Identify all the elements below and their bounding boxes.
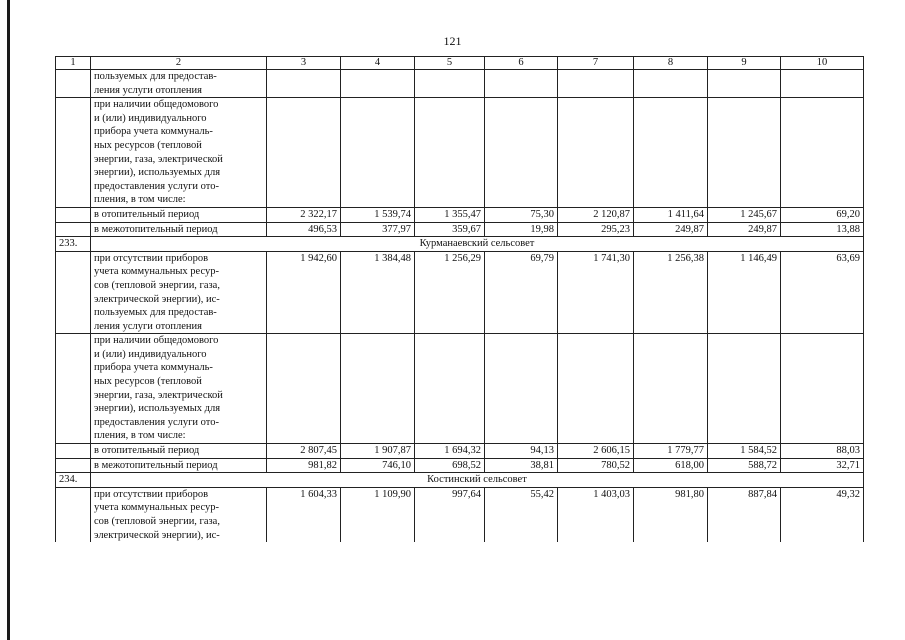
value-cell	[708, 98, 781, 208]
value-cell	[634, 334, 708, 444]
section-title: Курманаевский сельсовет	[91, 237, 864, 252]
text-line: сов (тепловой энергии, газа,	[94, 516, 220, 527]
text-line: энергии, газа, электрической	[94, 389, 223, 401]
value-cell: 249,87	[708, 222, 781, 237]
value-cell: 1 411,64	[634, 207, 708, 222]
value-cell: 1 384,48	[341, 251, 415, 334]
left-margin-rule	[7, 0, 10, 640]
value-cell: 295,23	[558, 222, 634, 237]
value-cell: 2 322,17	[267, 207, 341, 222]
row-label: в межотопительный период	[91, 222, 267, 237]
text-line: предоставления услуги ото-	[94, 416, 219, 428]
value-cell	[267, 334, 341, 444]
value-cell	[415, 70, 485, 98]
value-cell: 1 256,29	[415, 251, 485, 334]
value-cell: 38,81	[485, 458, 558, 473]
column-header: 1	[56, 57, 91, 70]
text-line: пользуемых для предостав-	[94, 307, 217, 319]
row-number	[56, 444, 91, 459]
value-cell: 249,87	[634, 222, 708, 237]
value-cell: 69,20	[781, 207, 864, 222]
value-cell: 1 403,03	[558, 487, 634, 542]
text-line: прибора учета коммуналь-	[94, 126, 213, 138]
value-cell: 1 604,33	[267, 487, 341, 542]
value-cell	[267, 98, 341, 208]
value-cell: 981,80	[634, 487, 708, 542]
value-cell: 698,52	[415, 458, 485, 473]
value-cell	[485, 334, 558, 444]
value-cell	[781, 70, 864, 98]
value-cell: 49,32	[781, 487, 864, 542]
value-cell	[341, 70, 415, 98]
column-header: 6	[485, 57, 558, 70]
value-cell	[781, 98, 864, 208]
table-row	[56, 251, 864, 334]
column-header: 4	[341, 57, 415, 70]
text-line: ных ресурсов (тепловой	[94, 376, 202, 388]
value-cell: 19,98	[485, 222, 558, 237]
value-cell: 997,64	[415, 487, 485, 542]
text-line: учета коммунальных ресур-	[94, 502, 219, 514]
value-cell: 69,79	[485, 251, 558, 334]
row-number	[56, 458, 91, 473]
text-line: пления, в том числе:	[94, 430, 186, 442]
row-number	[56, 207, 91, 222]
section-title: Костинский сельсовет	[91, 473, 864, 488]
page-number: 121	[443, 34, 462, 48]
row-description	[91, 334, 267, 444]
value-cell: 1 256,38	[634, 251, 708, 334]
value-cell	[415, 334, 485, 444]
value-cell: 75,30	[485, 207, 558, 222]
value-cell: 63,69	[781, 251, 864, 334]
value-cell: 1 146,49	[708, 251, 781, 334]
column-header: 10	[781, 57, 864, 70]
table-row	[56, 207, 864, 222]
table-body	[56, 57, 864, 543]
table-row	[56, 458, 864, 473]
text-line: энергии), используемых для	[94, 403, 221, 415]
text-line: пления, в том числе:	[94, 194, 186, 206]
value-cell: 1 907,87	[341, 444, 415, 459]
row-label: в отопительный период	[91, 207, 267, 222]
table-row	[56, 98, 864, 208]
row-description	[91, 98, 267, 208]
text-line: ления услуги отопления	[94, 84, 202, 96]
column-header: 9	[708, 57, 781, 70]
value-cell: 94,13	[485, 444, 558, 459]
text-line: при наличии общедомового	[94, 99, 219, 111]
value-cell: 496,53	[267, 222, 341, 237]
value-cell	[558, 70, 634, 98]
row-number	[56, 98, 91, 208]
row-number	[56, 251, 91, 334]
text-line: и (или) индивидуального	[94, 112, 207, 124]
text-line: учета коммунальных ресур-	[94, 266, 219, 278]
value-cell: 1 694,32	[415, 444, 485, 459]
value-cell	[558, 334, 634, 444]
column-header: 2	[91, 57, 267, 70]
section-row	[56, 473, 864, 488]
value-cell: 1 539,74	[341, 207, 415, 222]
text-line: энергии), используемых для	[94, 167, 221, 179]
text-line: и (или) индивидуального	[94, 348, 207, 360]
value-cell	[415, 98, 485, 208]
value-cell: 32,71	[781, 458, 864, 473]
value-cell: 618,00	[634, 458, 708, 473]
text-line: энергии, газа, электрической	[94, 153, 223, 165]
value-cell	[485, 70, 558, 98]
value-cell: 2 606,15	[558, 444, 634, 459]
section-row	[56, 237, 864, 252]
text-line: при отсутствии приборов	[94, 252, 209, 264]
value-cell	[485, 98, 558, 208]
text-line: прибора учета коммуналь-	[94, 362, 213, 374]
value-cell	[341, 98, 415, 208]
value-cell: 2 807,45	[267, 444, 341, 459]
value-cell	[558, 98, 634, 208]
table-row	[56, 334, 864, 444]
value-cell	[708, 334, 781, 444]
header-row	[56, 57, 864, 70]
table-row	[56, 487, 864, 542]
value-cell: 88,03	[781, 444, 864, 459]
value-cell: 1 942,60	[267, 251, 341, 334]
row-number	[56, 70, 91, 98]
row-number: 233.	[56, 237, 91, 252]
text-line: ления услуги отопления	[94, 320, 202, 332]
row-description	[91, 251, 267, 334]
table-row	[56, 222, 864, 237]
value-cell: 1 355,47	[415, 207, 485, 222]
text-line: при отсутствии приборов	[94, 488, 209, 500]
text-line: электрической энергии), ис-	[94, 293, 220, 305]
value-cell: 588,72	[708, 458, 781, 473]
row-description	[91, 487, 267, 542]
value-cell	[634, 70, 708, 98]
value-cell: 1 741,30	[558, 251, 634, 334]
text-line: при наличии общедомового	[94, 335, 219, 347]
value-cell	[341, 334, 415, 444]
text-line: ных ресурсов (тепловой	[94, 139, 202, 151]
value-cell: 55,42	[485, 487, 558, 542]
column-header: 8	[634, 57, 708, 70]
row-label: в отопительный период	[91, 444, 267, 459]
text-line: сов (тепловой энергии, газа,	[94, 279, 220, 291]
row-number	[56, 334, 91, 444]
value-cell: 359,67	[415, 222, 485, 237]
value-cell: 1 245,67	[708, 207, 781, 222]
value-cell: 981,82	[267, 458, 341, 473]
value-cell: 377,97	[341, 222, 415, 237]
value-cell	[708, 70, 781, 98]
value-cell: 887,84	[708, 487, 781, 542]
text-line: электрической энергии), ис-	[94, 529, 220, 541]
value-cell: 780,52	[558, 458, 634, 473]
value-cell: 746,10	[341, 458, 415, 473]
row-label: в межотопительный период	[91, 458, 267, 473]
table-row	[56, 444, 864, 459]
value-cell: 1 109,90	[341, 487, 415, 542]
row-number	[56, 222, 91, 237]
column-header: 7	[558, 57, 634, 70]
value-cell: 2 120,87	[558, 207, 634, 222]
row-number: 234.	[56, 473, 91, 488]
value-cell	[781, 334, 864, 444]
text-line: предоставления услуги ото-	[94, 180, 219, 192]
column-header: 5	[415, 57, 485, 70]
value-cell: 1 779,77	[634, 444, 708, 459]
value-cell: 1 584,52	[708, 444, 781, 459]
value-cell	[634, 98, 708, 208]
table-row	[56, 70, 864, 98]
row-number	[56, 487, 91, 542]
value-cell: 13,88	[781, 222, 864, 237]
tariff-table	[55, 56, 864, 542]
text-line: пользуемых для предостав-	[94, 71, 217, 82]
value-cell	[267, 70, 341, 98]
row-description	[91, 70, 267, 98]
column-header: 3	[267, 57, 341, 70]
